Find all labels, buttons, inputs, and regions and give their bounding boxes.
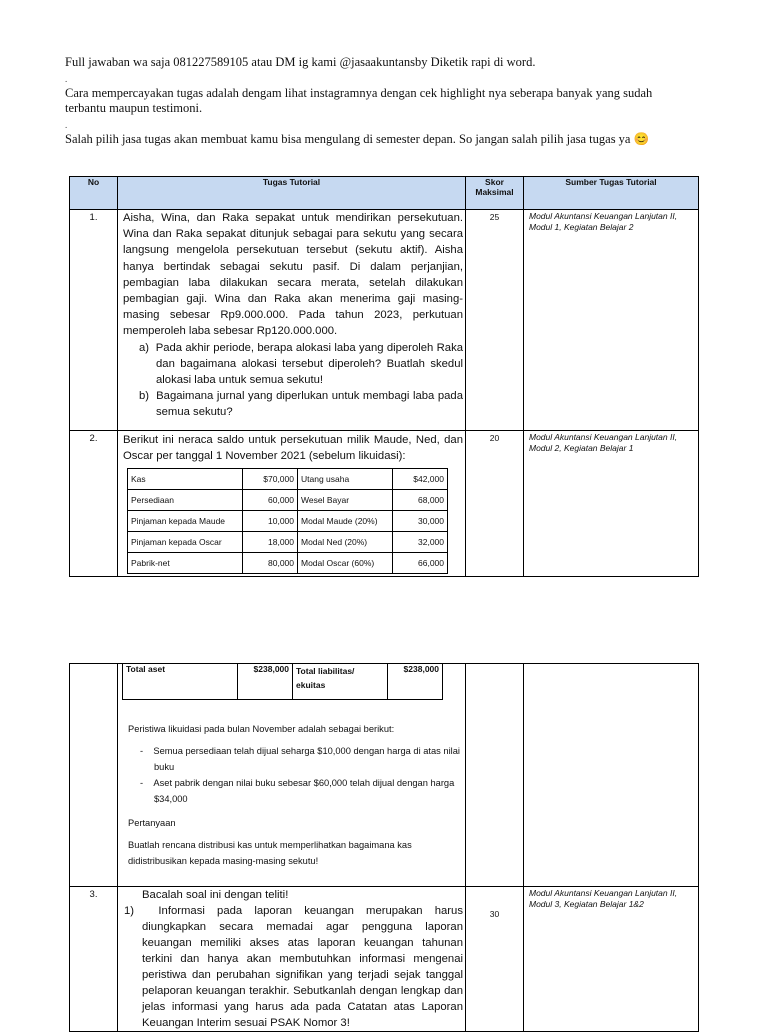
intro-dot: . (65, 74, 68, 84)
header-tugas: Tugas Tutorial (118, 177, 466, 210)
task-question-a: a) Pada akhir periode, berapa alokasi laba yang diperoleh Raka dan bagaimana alokasi tersebut diperoleh? Buatlah skedul alokasi laba untuk semua sekutu! (139, 341, 463, 387)
source-reference: Modul Akuntansi Keuangan Lanjutan II, Modul 3, Kegiatan Belajar 1&2 (524, 887, 699, 1032)
intro-line-warning: Salah pilih jasa tugas akan membuat kamu bisa mengulang di semester depan. So jangan salah pilih jasa tugas ya 😊 (65, 132, 650, 146)
intro-dot: . (65, 120, 68, 130)
account-name: Kas (128, 469, 243, 490)
tutorial-table-continued (69, 663, 699, 1032)
max-score: 20 (466, 431, 524, 577)
liability-amount: 66,000 (393, 553, 448, 574)
max-score: 30 (489, 909, 500, 919)
liability-name: Modal Oscar (60%) (298, 553, 393, 574)
account-name: Persediaan (128, 490, 243, 511)
bullet-item: - Semua persediaan telah dijual seharga $10,000 dengan harga di atas nilai buku (140, 746, 460, 772)
liability-amount: $42,000 (393, 469, 448, 490)
source-reference: Modul Akuntansi Keuangan Lanjutan II, Modul 1, Kegiatan Belajar 2 (524, 210, 699, 431)
pertanyaan-heading: Pertanyaan (128, 818, 176, 828)
max-score: 25 (466, 210, 524, 431)
bullet-item: - Aset pabrik dengan nilai buku sebesar $60,000 telah dijual dengan harga $34,000 (140, 778, 455, 804)
liability-name: Modal Ned (20%) (298, 532, 393, 553)
table-row (70, 664, 699, 887)
task-cell (118, 431, 466, 577)
task-cell (118, 664, 466, 887)
account-amount: $70,000 (243, 469, 298, 490)
account-name: Pinjaman kepada Oscar (128, 532, 243, 553)
task-text: Berikut ini neraca saldo untuk persekutuan milik Maude, Ned, dan Oscar per tanggal 1 November 2021 (sebelum likuidasi): (123, 434, 463, 463)
task-text: Aisha, Wina, dan Raka sepakat untuk mendirikan persekutuan. Wina dan Raka sepakat ditunjuk sebagai para sekutu yang secara langsung mengelola persekutuan tersebut (sekutu aktif). Aisha hanya bertindak sebagai sekutu pasif. Di dalam perjanjian, pembagian laba dilakukan secara merata, setelah dilakukan pembagian gaji. Wina dan Raka akan menerima gaji masing-masing sebesar Rp9.000.000. Pada tahun 2023, perkutuan memperoleh laba sebesar Rp120.000.000. (123, 212, 463, 338)
header-sumber: Sumber Tugas Tutorial (524, 177, 699, 210)
balance-row (128, 490, 448, 511)
balance-table (127, 468, 448, 574)
header-skor: Skor Maksimal (466, 177, 524, 210)
peristiwa-text: Peristiwa likuidasi pada bulan November adalah sebagai berikut: (128, 724, 395, 734)
account-amount: 60,000 (243, 490, 298, 511)
intro-line-contact: Full jawaban wa saja 081227589105 atau DM ig kami @jasaakuntansby Diketik rapi di word. (65, 55, 536, 69)
balance-row (128, 511, 448, 532)
account-amount: 10,000 (243, 511, 298, 532)
row-number: 1. (70, 210, 118, 431)
account-name: Pinjaman kepada Maude (128, 511, 243, 532)
task-cell (118, 887, 466, 1032)
intro-line-trust: Cara mempercayakan tugas adalah dengam lihat instagramnya dengan cek highlight nya seberapa banyak yang sudah terbantu maupun testimoni. (65, 86, 653, 115)
liability-amount: 32,000 (393, 532, 448, 553)
source-reference: Modul Akuntansi Keuangan Lanjutan II, Modul 2, Kegiatan Belajar 1 (524, 431, 699, 577)
total-liabilitas-label: Total liabilitas/ ekuitas (293, 664, 388, 700)
question-text: Buatlah rencana distribusi kas untuk memperlihatkan bagaimana kas didistribusikan kepada masing-masing sekutu! (128, 840, 412, 866)
header-no: No (70, 177, 118, 210)
account-amount: 80,000 (243, 553, 298, 574)
task-cell (118, 210, 466, 431)
task-question-b: b) Bagaimana jurnal yang diperlukan untuk membagi laba pada semua sekutu? (139, 390, 463, 419)
account-name: Pabrik-net (128, 553, 243, 574)
account-amount: 18,000 (243, 532, 298, 553)
task-intro: Bacalah soal ini dengan teliti! (142, 889, 289, 901)
total-aset-value: $238,000 (238, 664, 293, 700)
balance-row (128, 469, 448, 490)
balance-row (128, 553, 448, 574)
liability-name: Modal Maude (20%) (298, 511, 393, 532)
tutorial-table (69, 176, 699, 577)
balance-total-table (122, 663, 443, 700)
table-row (70, 210, 699, 431)
balance-row (128, 532, 448, 553)
liability-amount: 68,000 (393, 490, 448, 511)
total-row (123, 664, 443, 700)
total-liabilitas-value: $238,000 (388, 664, 443, 700)
liability-name: Wesel Bayar (298, 490, 393, 511)
liability-amount: 30,000 (393, 511, 448, 532)
table-row (70, 431, 699, 577)
row-number: 3. (70, 887, 118, 1032)
total-aset-label: Total aset (123, 664, 238, 700)
liability-name: Utang usaha (298, 469, 393, 490)
row-number: 2. (70, 431, 118, 577)
task-question-1: 1) Informasi pada laporan keuangan merupakan harus diungkapkan secara memadai agar pengguna laporan keuangan memiliki akses atas laporan keuangan tahunan terkini dan hanya akan membutuhkan informasi mengenai peristiwa dan perubahan signifikan yang terjadi sejak tanggal pelaporan keuangan terakhir. Sebutkanlah dengan lengkap dan jelas informasi yang harus ada pada Catatan atas Laporan Keuangan Interim sesuai PSAK Nomor 3! (124, 905, 463, 1029)
table-row (70, 887, 699, 1032)
